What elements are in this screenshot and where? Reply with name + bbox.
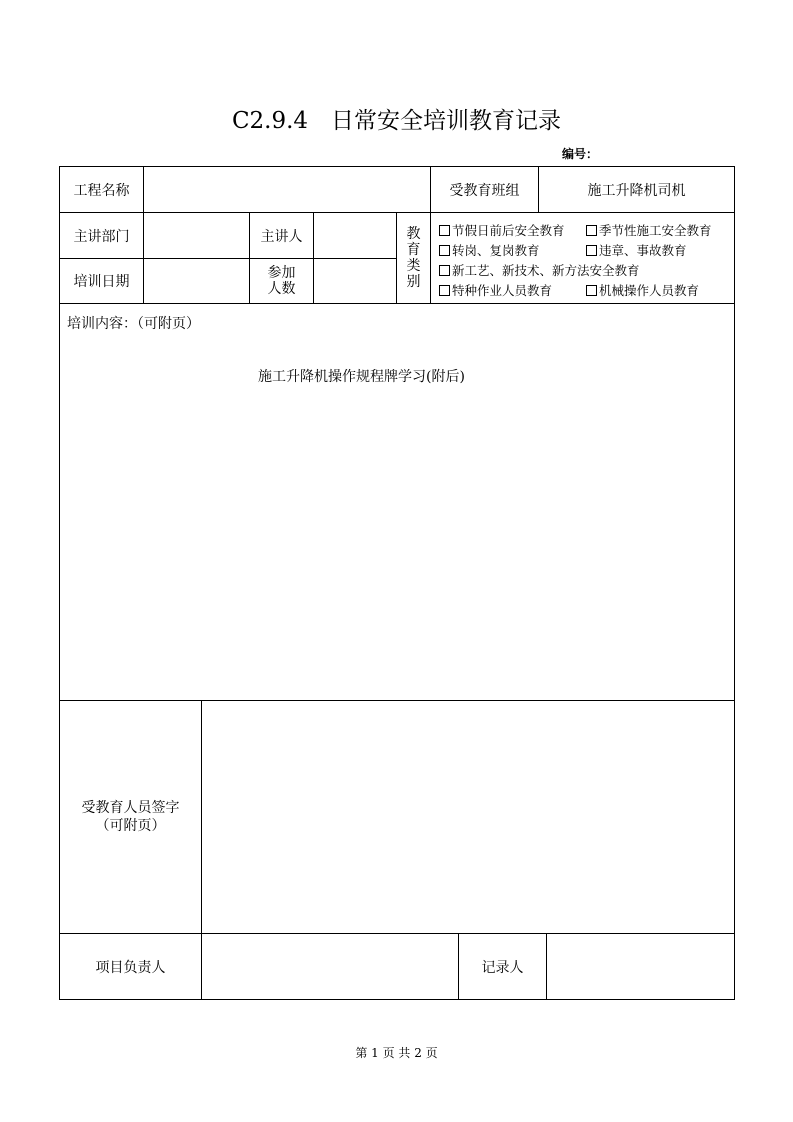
dept-value[interactable] [143,212,250,259]
project-label: 工程名称 [59,166,144,213]
content-cell[interactable] [59,303,735,701]
checkbox-icon[interactable] [439,245,450,256]
class-value[interactable]: 施工升降机司机 [538,166,735,213]
count-label: 参加人数 [249,258,314,304]
option-seasonal[interactable]: 季节性施工安全教育 [586,221,712,239]
signature-label: 受教育人员签字 [81,800,180,816]
checkbox-icon[interactable] [439,265,450,276]
content-label: 培训内容：（可附页） [67,316,200,332]
checkbox-icon[interactable] [439,225,450,236]
option-machine[interactable]: 机械操作人员教育 [586,281,699,299]
option-holiday[interactable]: 节假日前后安全教育 [439,221,565,239]
signature-area[interactable] [201,700,735,934]
speaker-label: 主讲人 [249,212,314,259]
speaker-value[interactable] [313,212,397,259]
manager-label: 项目负责人 [59,933,202,1000]
option-new-tech[interactable]: 新工艺、新技术、新方法安全教育 [439,261,640,279]
serial-label: 编号： [562,147,599,161]
class-label: 受教育班组 [430,166,539,213]
page-title: C2.9.4 日常安全培训教育记录 [231,108,562,134]
project-value[interactable] [143,166,431,213]
manager-value[interactable] [201,933,459,1000]
signature-note: （可附页） [95,818,166,834]
checkbox-icon[interactable] [586,245,597,256]
recorder-label: 记录人 [458,933,547,1000]
dept-label: 主讲部门 [59,212,144,259]
recorder-value[interactable] [546,933,735,1000]
checkbox-icon[interactable] [586,285,597,296]
option-violation[interactable]: 违章、事故教育 [586,241,687,259]
signature-label-cell [59,700,202,934]
type-label: 教育类别 [396,212,431,304]
date-value[interactable] [143,258,250,304]
option-transfer[interactable]: 转岗、复岗教育 [439,241,540,259]
date-label: 培训日期 [59,258,144,304]
option-special[interactable]: 特种作业人员教育 [439,281,552,299]
checkbox-icon[interactable] [439,285,450,296]
page-number: 第 1 页 共 2 页 [355,1046,438,1060]
content-text: 施工升降机操作规程牌学习(附后) [258,369,465,385]
count-value[interactable] [313,258,397,304]
checkbox-icon[interactable] [586,225,597,236]
